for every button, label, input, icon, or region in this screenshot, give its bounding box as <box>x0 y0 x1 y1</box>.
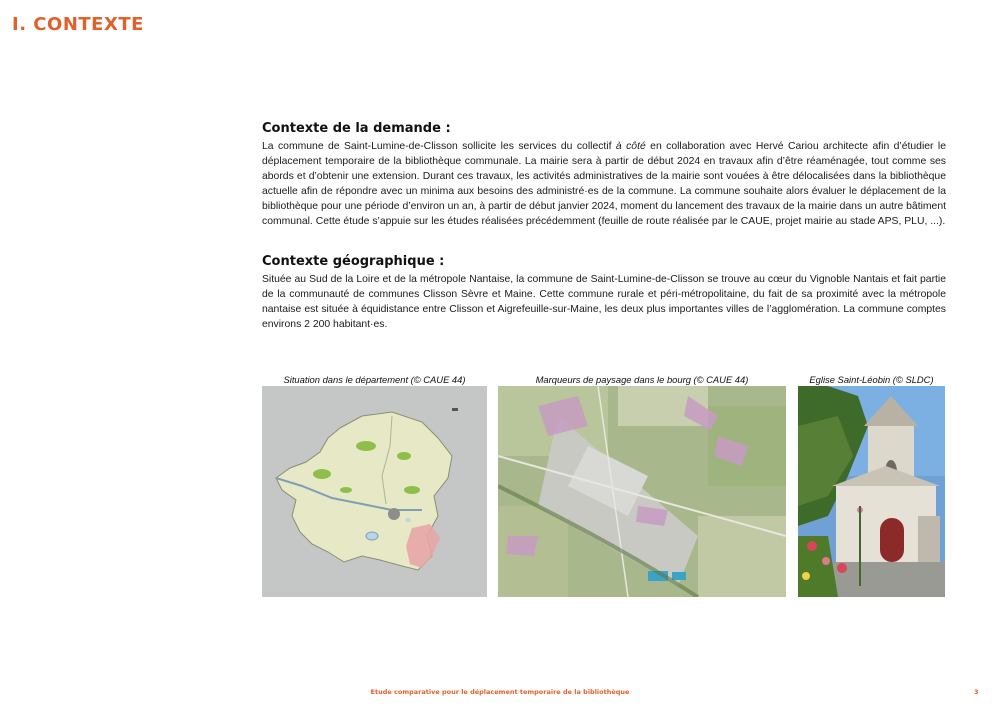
geographique-section <box>262 254 946 332</box>
demande-paragraph <box>262 139 946 229</box>
aerial-photo-image <box>498 386 786 597</box>
figure-department-map <box>262 373 487 597</box>
collective-name: à côté <box>615 141 646 152</box>
figure-caption: Eglise Saint-Léobin (© SLDC) <box>809 374 934 385</box>
demande-heading: Contexte de la demande : <box>262 121 451 136</box>
geographique-heading: Contexte géographique : <box>262 254 445 269</box>
demande-text-end: en collaboration avec Hervé Cariou architecte afin d’étudier le déplacement temporaire de la bibliothèque communale. La mairie sera à partir de début 2024 en travaux afin d’être réaménagée, tout comme ses abords et d’obtenir une extension. Durant ces travaux, les activités administratives de la mairie sont vouées à être délocalisées dans la bibliothèque actuelle afin de répondre avec un minima aux besoins des administré·es de la commune. La commune souhaite alors évaluer le déplacement de la bibliothèque pour une période d’environ un an, à partir de début janvier 2024, moment du lancement des travaux de la mairie dans un autre bâtiment communal. Cette étude s’appuie sur les études réalisées précédemment (feuille de route réalisée par le CAUE, projet mairie au stade APS, PLU, ...). <box>262 141 947 227</box>
footer-title: Etude comparative pour le déplacement temporaire de la bibliothèque <box>370 688 630 696</box>
section-title: I. CONTEXTE <box>12 14 144 35</box>
demande-text-start: La commune de Saint-Lumine-de-Clisson sollicite les services du collectif <box>262 141 616 152</box>
page-number: 3 <box>974 688 979 696</box>
figure-caption: Situation dans le département (© CAUE 44) <box>283 374 466 385</box>
geographique-paragraph: Située au Sud de la Loire et de la métropole Nantaise, la commune de Saint-Lumine-de-Clisson se trouve au cœur du Vignoble Nantais et fait partie de la communauté de communes Clisson Sèvre et Maine. Cette commune rurale et péri-métropolitaine, du fait de sa proximité avec la métropole nantaise est située à équidistance entre Clisson et Aigrefeuille-sur-Maine, les deux plus importantes villes de l’agglomération. La commune comptes environs 2 200 habitant·es. <box>262 274 946 330</box>
demande-section <box>262 121 946 229</box>
department-map-image <box>262 386 487 597</box>
figure-landscape-markers <box>498 373 786 597</box>
figure-caption: Marqueurs de paysage dans le bourg (© CAUE 44) <box>535 374 749 385</box>
figure-church <box>798 373 945 597</box>
church-photo-image <box>798 386 945 597</box>
